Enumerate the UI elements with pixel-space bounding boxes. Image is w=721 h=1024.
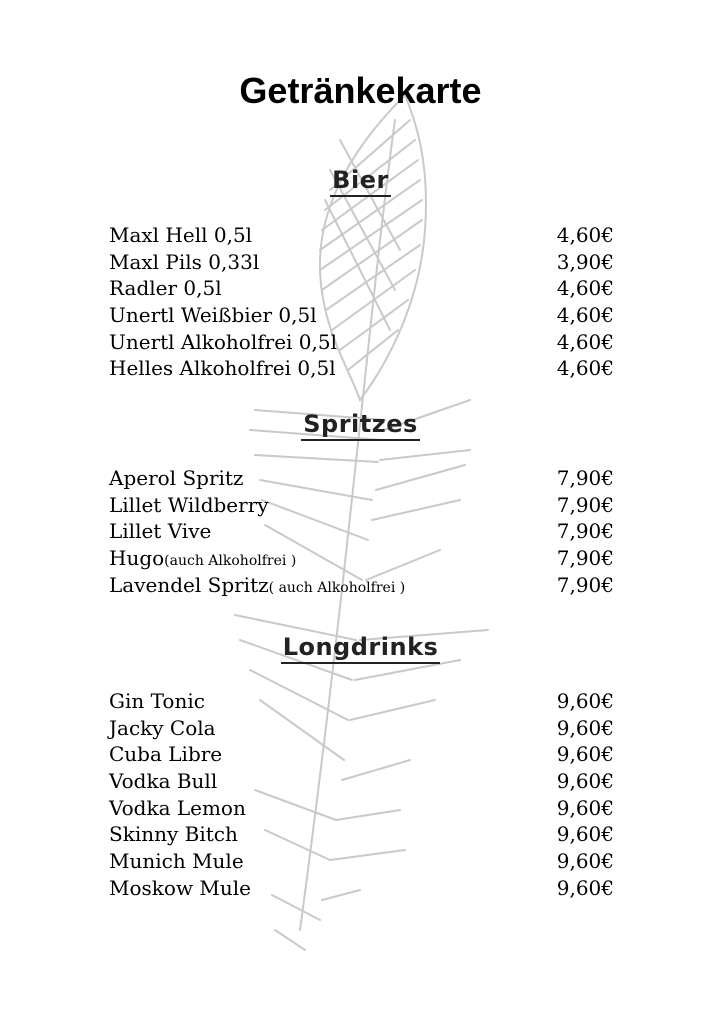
list-item: [109, 688, 614, 715]
list-item: [109, 875, 614, 902]
section-list-bier: [109, 222, 614, 382]
section-list-longdrinks: [109, 688, 614, 902]
section-heading-longdrinks: [0, 633, 721, 661]
item-name: Aperol Spritz: [109, 466, 244, 490]
list-item: [109, 249, 614, 276]
item-price: 9,60€: [556, 742, 614, 767]
list-item: [109, 329, 614, 356]
list-item: [109, 741, 614, 768]
section-heading-label: Bier: [330, 166, 391, 197]
item-price: 9,60€: [556, 769, 614, 794]
item-price: 9,60€: [556, 715, 614, 740]
item-name: Maxl Pils 0,33l: [109, 249, 260, 274]
section-list-spritzes: [109, 465, 614, 598]
item-name: Lavendel Spritz( auch Alkoholfrei ): [109, 572, 406, 597]
item-name: Vodka Lemon: [109, 795, 246, 820]
list-item: [109, 222, 614, 249]
item-name: Skinny Bitch: [109, 822, 238, 847]
item-note: (auch Alkoholfrei ): [164, 553, 297, 570]
list-item: [109, 275, 614, 302]
item-price: 4,60€: [556, 223, 614, 247]
list-item: [109, 518, 614, 545]
item-price: 4,60€: [556, 276, 614, 301]
section-heading-label: Longdrinks: [281, 633, 441, 664]
item-name: Maxl Hell 0,5l: [109, 223, 253, 247]
list-item: [109, 492, 614, 519]
item-price: 4,60€: [556, 329, 614, 354]
item-name: Cuba Libre: [109, 742, 223, 767]
item-price: 9,60€: [556, 822, 614, 847]
item-name: Radler 0,5l: [109, 276, 222, 301]
item-price: 7,90€: [556, 492, 614, 517]
item-name: Moskow Mule: [109, 875, 252, 900]
item-price: 7,90€: [556, 466, 614, 490]
item-price: 3,90€: [556, 249, 614, 274]
list-item: [109, 355, 614, 382]
item-price: 9,60€: [556, 689, 614, 713]
item-name: Gin Tonic: [109, 689, 205, 713]
item-name: Munich Mule: [109, 849, 244, 874]
list-item: [109, 545, 614, 572]
page-title: Getränkekarte: [239, 70, 482, 111]
item-price: 7,90€: [556, 572, 614, 597]
item-name: Jacky Cola: [109, 715, 216, 740]
item-name: Helles Alkoholfrei 0,5l: [109, 356, 336, 381]
list-item: [109, 715, 614, 742]
list-item: [109, 465, 614, 492]
item-name: Unertl Weißbier 0,5l: [109, 303, 317, 328]
item-name: Vodka Bull: [109, 769, 218, 794]
section-heading-bier: [0, 166, 721, 194]
item-price: 9,60€: [556, 849, 614, 874]
list-item: [109, 821, 614, 848]
item-name: Unertl Alkoholfrei 0,5l: [109, 329, 337, 354]
list-item: [109, 768, 614, 795]
list-item: [109, 848, 614, 875]
item-price: 9,60€: [556, 795, 614, 820]
section-heading-label: Spritzes: [301, 410, 420, 441]
item-name: Lillet Wildberry: [109, 492, 269, 517]
list-item: [109, 572, 614, 599]
item-price: 9,60€: [556, 875, 614, 900]
list-item: [109, 795, 614, 822]
item-note: ( auch Alkoholfrei ): [268, 579, 406, 596]
item-name: Hugo(auch Alkoholfrei ): [109, 546, 297, 571]
item-price: 7,90€: [556, 519, 614, 544]
item-price: 4,60€: [556, 303, 614, 328]
item-price: 7,90€: [556, 546, 614, 571]
item-price: 4,60€: [556, 356, 614, 381]
section-heading-spritzes: [0, 410, 721, 438]
list-item: [109, 302, 614, 329]
item-name: Lillet Vive: [109, 519, 212, 544]
